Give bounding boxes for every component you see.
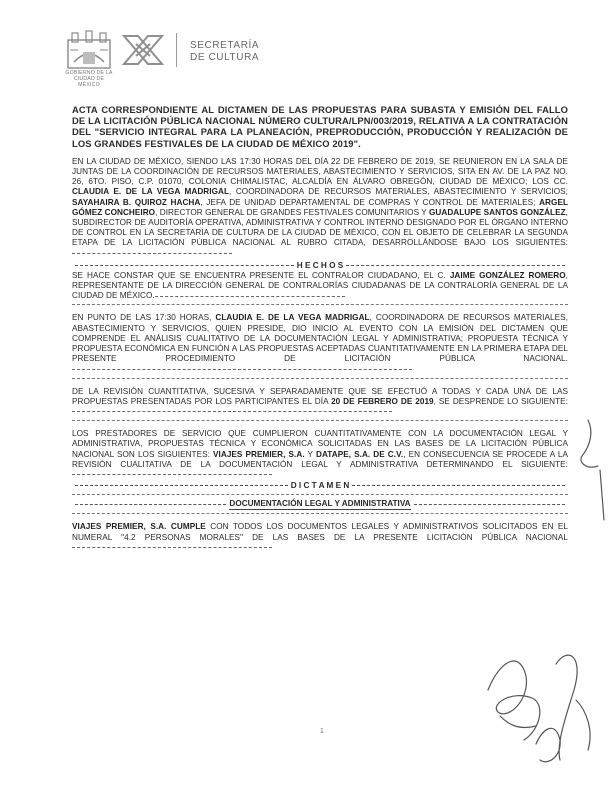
prestadores-text-1: LOS PRESTADORES DE SERVICIO QUE CUMPLIERON CUANTITATIVAMENTE CON LA DOCUMENTACIÓN LEGAL Y ADMINISTRATIVA, PROPUESTAS TÉCNICA Y ECONÓMICA SOLICITADAS EN LAS BASES DE LA LICITACIÓN PÚBLICA NACIONAL SON LOS SIGUIENTES: — [72, 429, 568, 459]
hechos-paragraph — [72, 271, 568, 302]
intro-name-4: GUADALUPE SANTOS GONZÁLEZ — [428, 207, 566, 217]
signature-1b — [500, 716, 536, 728]
line-filler — [72, 253, 232, 254]
documentacion-heading-text: DOCUMENTACIÓN LEGAL Y ADMINISTRATIVA — [229, 499, 411, 509]
page-number: 1 — [320, 728, 324, 735]
intro-text-4: , DIRECTOR GENERAL DE GRANDES FESTIVALES COMUNITARIOS Y — [155, 207, 429, 217]
margin-mark-2 — [600, 470, 604, 520]
hechos-heading — [72, 260, 568, 271]
dash-right — [414, 504, 565, 505]
header-divider — [176, 33, 177, 67]
punto-text-2: , COORDINADORA DE RECURSOS MATERIALES, ABASTECIMIENTO Y SERVICIOS, QUIEN PRESIDE, DIO INICIO AL EVENTO CON LA EMISIÓN DEL DICTAMEN QUE COMPRENDE EL ANÁLISIS CUALITATIVO DE LA DOCUMENTACIÓN LEGAL Y ADMINISTRATIVA; PROPUESTA TÉCNICA Y PROPUESTA ECONÓMICA EN FUNCIÓN A LAS PROPUESTAS ACEPTADAS CUANTITATIVAMENTE EN LA PRIMERA ETAPA DEL PRESENTE PROCEDIMIENTO DE LICITACIÓN PÚBLICA NACIONAL. — [72, 313, 568, 364]
intro-text-2: , COORDINADORA DE RECURSOS MATERIALES, ABASTECIMIENTO Y SERVICIOS; — [229, 187, 568, 197]
document-title: ACTA CORRESPONDIENTE AL DICTAMEN DE LAS PROPUESTAS PARA SUBASTA Y EMISIÓN DEL FALLO DE LA LICITACIÓN PÚBLICA NACIONAL NÚMERO CULTURA/LPN/003/2019, RELATIVA A LA CONTRATACIÓN DEL "SERVICIO INTEGRAL PARA LA PLANEACIÓN, PREPRODUCCIÓN, PRODUCCIÓN Y REALIZACIÓN DE LOS GRANDES FESTIVALES DE LA CIUDAD DE MÉXICO 2019". — [72, 104, 568, 149]
logo-caption-line2: CIUDAD DE MÉXICO — [73, 76, 105, 88]
revision-date: 20 DE FEBRERO DE 2019 — [331, 396, 434, 406]
hechos-heading-text: H E C H O S — [296, 260, 344, 270]
revision-paragraph — [72, 387, 568, 418]
intro-name-2: SAYAHAIRA B. QUIROZ HACHA — [72, 197, 201, 207]
dash-left — [75, 485, 288, 486]
punto-name-1: CLAUDIA E. DE LA VEGA MADRIGAL — [215, 313, 370, 323]
line-filler — [155, 296, 345, 297]
cdmx-government-logo — [64, 30, 114, 88]
prestadores-text-2: Y — [304, 449, 316, 459]
dictamen-heading-text: D I C T A M E N — [290, 481, 350, 491]
punto-paragraph — [72, 313, 568, 374]
cdmx-x-icon — [118, 30, 168, 72]
dash-left — [75, 265, 294, 266]
logo-caption-line1: GOBIERNO DE LA — [65, 70, 113, 76]
secretaria-line1: SECRETARÍA — [190, 40, 260, 51]
intro-paragraph — [72, 157, 568, 259]
prestadores-name-2: DATAPE, S.A. DE C.V. — [315, 449, 404, 459]
viajes-premier-paragraph — [72, 522, 568, 553]
revision-text-2: , SE DESPRENDE LO SIGUIENTE: — [433, 396, 568, 406]
hechos-text-2: , REPRESENTANTE DE LA DIRECCIÓN GENERAL DE CONTRALORÍAS CIUDADANAS DE LA CONTRALORÍA GENERAL DE LA CIUDAD DE MÉXICO. — [72, 270, 568, 301]
line-filler — [72, 411, 392, 412]
viajes-premier-text: CON TODOS LOS DOCUMENTOS LEGALES Y ADMINISTRATIVOS SOLICITADOS EN EL NUMERAL "4.2 PERSONAS MORALES" DE LAS BASES DE LA PRESENTE LICITACIÓN PÚBLICA NACIONAL — [72, 522, 568, 542]
dictamen-heading — [72, 480, 568, 491]
dash-left — [75, 504, 226, 505]
dash-right — [352, 485, 565, 486]
viajes-premier-status: VIAJES PREMIER, S.A. CUMPLE — [72, 522, 206, 532]
secretaria-de-cultura-title — [190, 40, 259, 64]
intro-name-1: CLAUDIA E. DE LA VEGA MADRIGAL — [72, 187, 230, 197]
dash-rule — [72, 378, 568, 379]
line-filler — [72, 474, 272, 475]
intro-text-3: , JEFA DE UNIDAD DEPARTAMENTAL DE COMPRAS Y CONTROL DE MATERIALES; — [200, 197, 540, 207]
margin-mark-1 — [581, 420, 598, 467]
prestadores-text-3: , EN CONSECUENCIA SE PROCEDE A LA REVISIÓN CUALITATIVA DE LA DOCUMENTACIÓN LEGAL Y ADMINISTRATIVA DETERMINANDO EL SIGUIENTE: — [72, 449, 568, 469]
intro-text-1: EN LA CIUDAD DE MÉXICO, SIENDO LAS 17:30 HORAS DEL DÍA 22 DE FEBRERO DE 2019, SE REUNIERON EN LA SALA DE JUNTAS DE LA COORDINACIÓN DE RECURSOS MATERIALES, ABASTECIMIENTO Y SERVICIOS, SITA EN AV. DE LA PAZ NO. 26, 6TO. PISO, C.P. 01070, COLONIA CHIMALISTAC, ALCALDÍA EN ÁLVARO OBREGÓN, CIUDAD DE MÉXICO; LOS CC. — [72, 156, 568, 187]
signature-1 — [488, 661, 540, 740]
revision-text-1: DE LA REVISIÓN CUANTITATIVA, SUCESIVA Y SEPARADAMENTE QUE SE EFECTUÓ A TODAS Y CADA UNA DE LAS PROPUESTAS PRESENTADAS POR LOS PARTICIPANTES EL DÍA — [72, 386, 568, 406]
cdmx-shield-icon — [64, 30, 114, 70]
punto-text-1: EN PUNTO DE LAS 17:30 HORAS, — [72, 313, 216, 323]
signature-3 — [536, 728, 560, 761]
intro-text-5: , SUBDIRECTOR DE AUDITORÍA OPERATIVA, ADMINISTRATIVA Y CONTROL INTERNO DESIGNADO POR EL ÓRGANO INTERNO DE CONTROL EN LA SECRETARIA DE CULTURA DE LA CIUDAD DE MÉXICO, CON EL OBJETO DE CELEBRAR LA SEGUNDA ETAPA DE LA LICITACIÓN PÚBLICA NACIONAL AL RUBRO CITADA, DESARROLLÁNDOSE BAJO LOS SIGUIENTES: — [72, 207, 568, 248]
dash-rule — [72, 513, 568, 514]
prestadores-name-1: VIAJES PREMIER, S.A. — [213, 449, 305, 459]
hechos-name-1: JAIME GONZÁLEZ ROMERO — [449, 270, 566, 280]
document-body — [72, 104, 568, 553]
hechos-text-1: SE HACE CONSTAR QUE SE ENCUENTRA PRESENTE EL CONTRALOR CIUDADANO, EL C. — [72, 270, 450, 280]
dash-rule — [72, 494, 568, 495]
signature-2b — [576, 700, 590, 750]
line-filler — [72, 547, 272, 548]
prestadores-paragraph — [72, 429, 568, 480]
line-filler — [72, 369, 412, 370]
dash-right — [346, 265, 565, 266]
dash-rule — [72, 420, 568, 421]
dash-rule — [72, 304, 568, 305]
signature-2 — [556, 655, 577, 760]
intro-name-3: ARGEL GÓMEZ CONCHEIRO — [72, 197, 568, 217]
documentacion-heading — [72, 498, 568, 510]
cdmx-x-logo — [118, 30, 168, 72]
secretaria-line2: DE CULTURA — [190, 52, 260, 63]
